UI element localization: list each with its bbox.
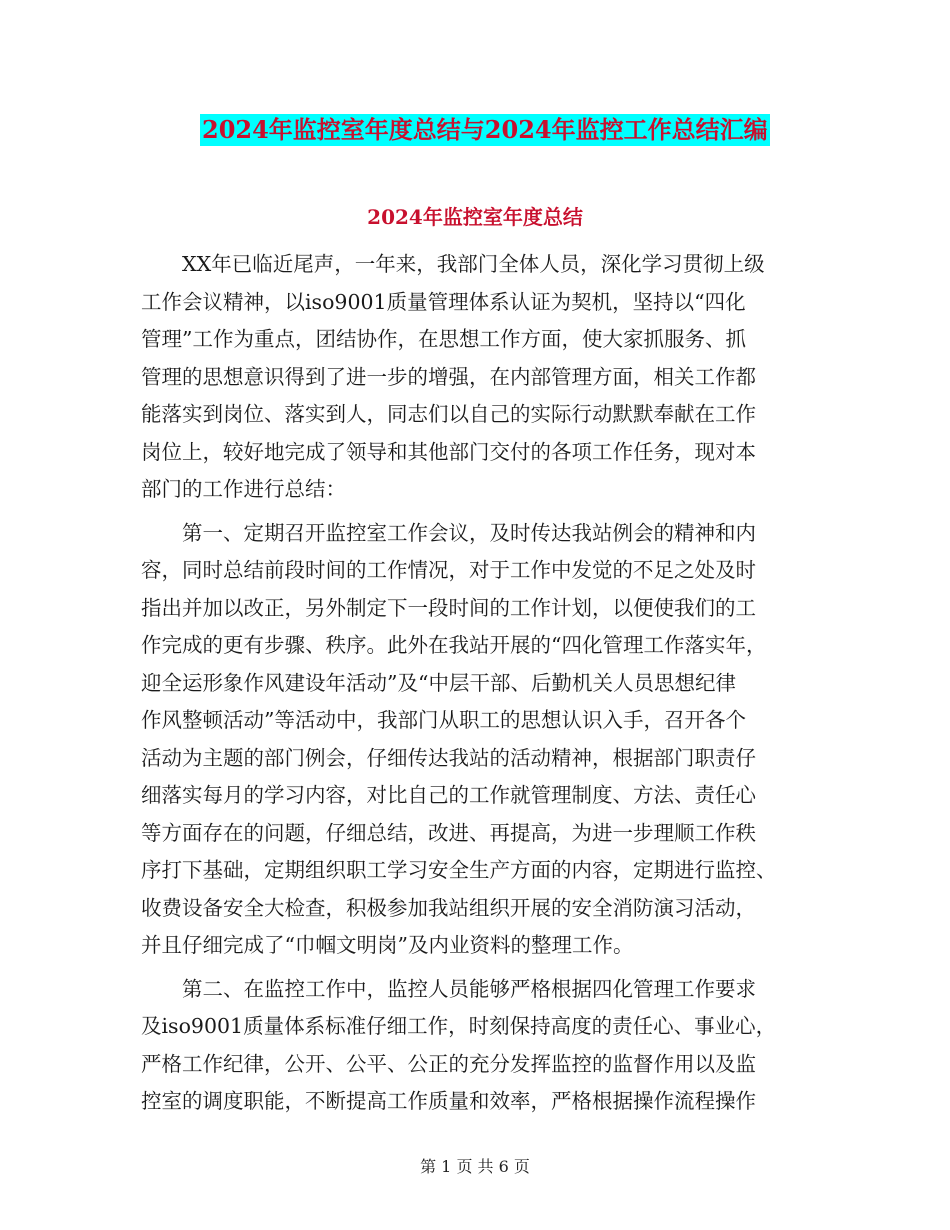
- text-line: 部门的工作进行总结：: [141, 477, 346, 501]
- text-line: 容，同时总结前段时间的工作情况，对于工作中发觉的不足之处及时: [141, 558, 756, 582]
- text-line: 第二、在监控工作中，监控人员能够严格根据四化管理工作要求: [182, 976, 756, 1001]
- text-line: 管理”工作为重点，团结协作，在思想工作方面，使大家抓服务、抓: [141, 327, 746, 351]
- paragraph: [141, 515, 807, 965]
- text-line: 等方面存在的问题，仔细总结，改进、再提高，为进一步理顺工作秩: [141, 820, 756, 845]
- text-line: 收费设备安全大检查，积极参加我站组织开展的安全消防演习活动，: [141, 895, 756, 920]
- text-line: 活动为主题的部门例会，仔细传达我站的活动精神，根据部门职责仔: [141, 745, 756, 770]
- text-line: 序打下基础，定期组织职工学习安全生产方面的内容，定期进行监控、: [141, 858, 777, 882]
- text-line: 能落实到岗位、落实到人，同志们以自己的实际行动默默奉献在工作: [141, 402, 756, 426]
- text-line: 迎全运形象作风建设年活动”及“中层干部、后勤机关人员思想纪律: [141, 670, 736, 695]
- text-line: 作完成的更有步骤、秩序。此外在我站开展的“四化管理工作落实年，: [141, 633, 767, 657]
- document-title: 2024年监控室年度总结与2024年监控工作总结汇编: [202, 115, 768, 144]
- section-title: 2024年监控室年度总结: [367, 205, 583, 229]
- page-footer: 第 1 页 共 6 页: [420, 1157, 530, 1176]
- text-line: 严格工作纪律，公开、公平、公正的充分发挥监控的监督作用以及监: [141, 1051, 756, 1076]
- document-body: [141, 246, 807, 1121]
- text-line: 及iso9001质量体系标准仔细工作，时刻保持高度的责任心、事业心，: [141, 1014, 777, 1038]
- text-line: 并且仔细完成了“巾帼文明岗”及内业资料的整理工作。: [141, 933, 634, 957]
- text-line: 控室的调度职能，不断提高工作质量和效率，严格根据操作流程操作: [141, 1089, 756, 1113]
- text-line: XX年已临近尾声，一年来，我部门全体人员，深化学习贯彻上级: [182, 252, 765, 276]
- text-line: 细落实每月的学习内容，对比自己的工作就管理制度、方法、责任心: [141, 783, 756, 807]
- text-line: 岗位上，较好地完成了领导和其他部门交付的各项工作任务，现对本: [141, 439, 756, 464]
- text-line: 管理的思想意识得到了进一步的增强，在内部管理方面，相关工作都: [141, 364, 756, 389]
- paragraph: [141, 971, 807, 1121]
- paragraph: [141, 246, 807, 509]
- text-line: 作风整顿活动”等活动中，我部门从职工的思想认识入手，召开各个: [141, 708, 746, 732]
- text-line: 指出并加以改正，另外制定下一段时间的工作计划，以便使我们的工: [141, 595, 756, 620]
- text-line: 工作会议精神，以iso9001质量管理体系认证为契机，坚持以“四化: [141, 289, 746, 314]
- text-line: 第一、定期召开监控室工作会议，及时传达我站例会的精神和内: [182, 520, 756, 545]
